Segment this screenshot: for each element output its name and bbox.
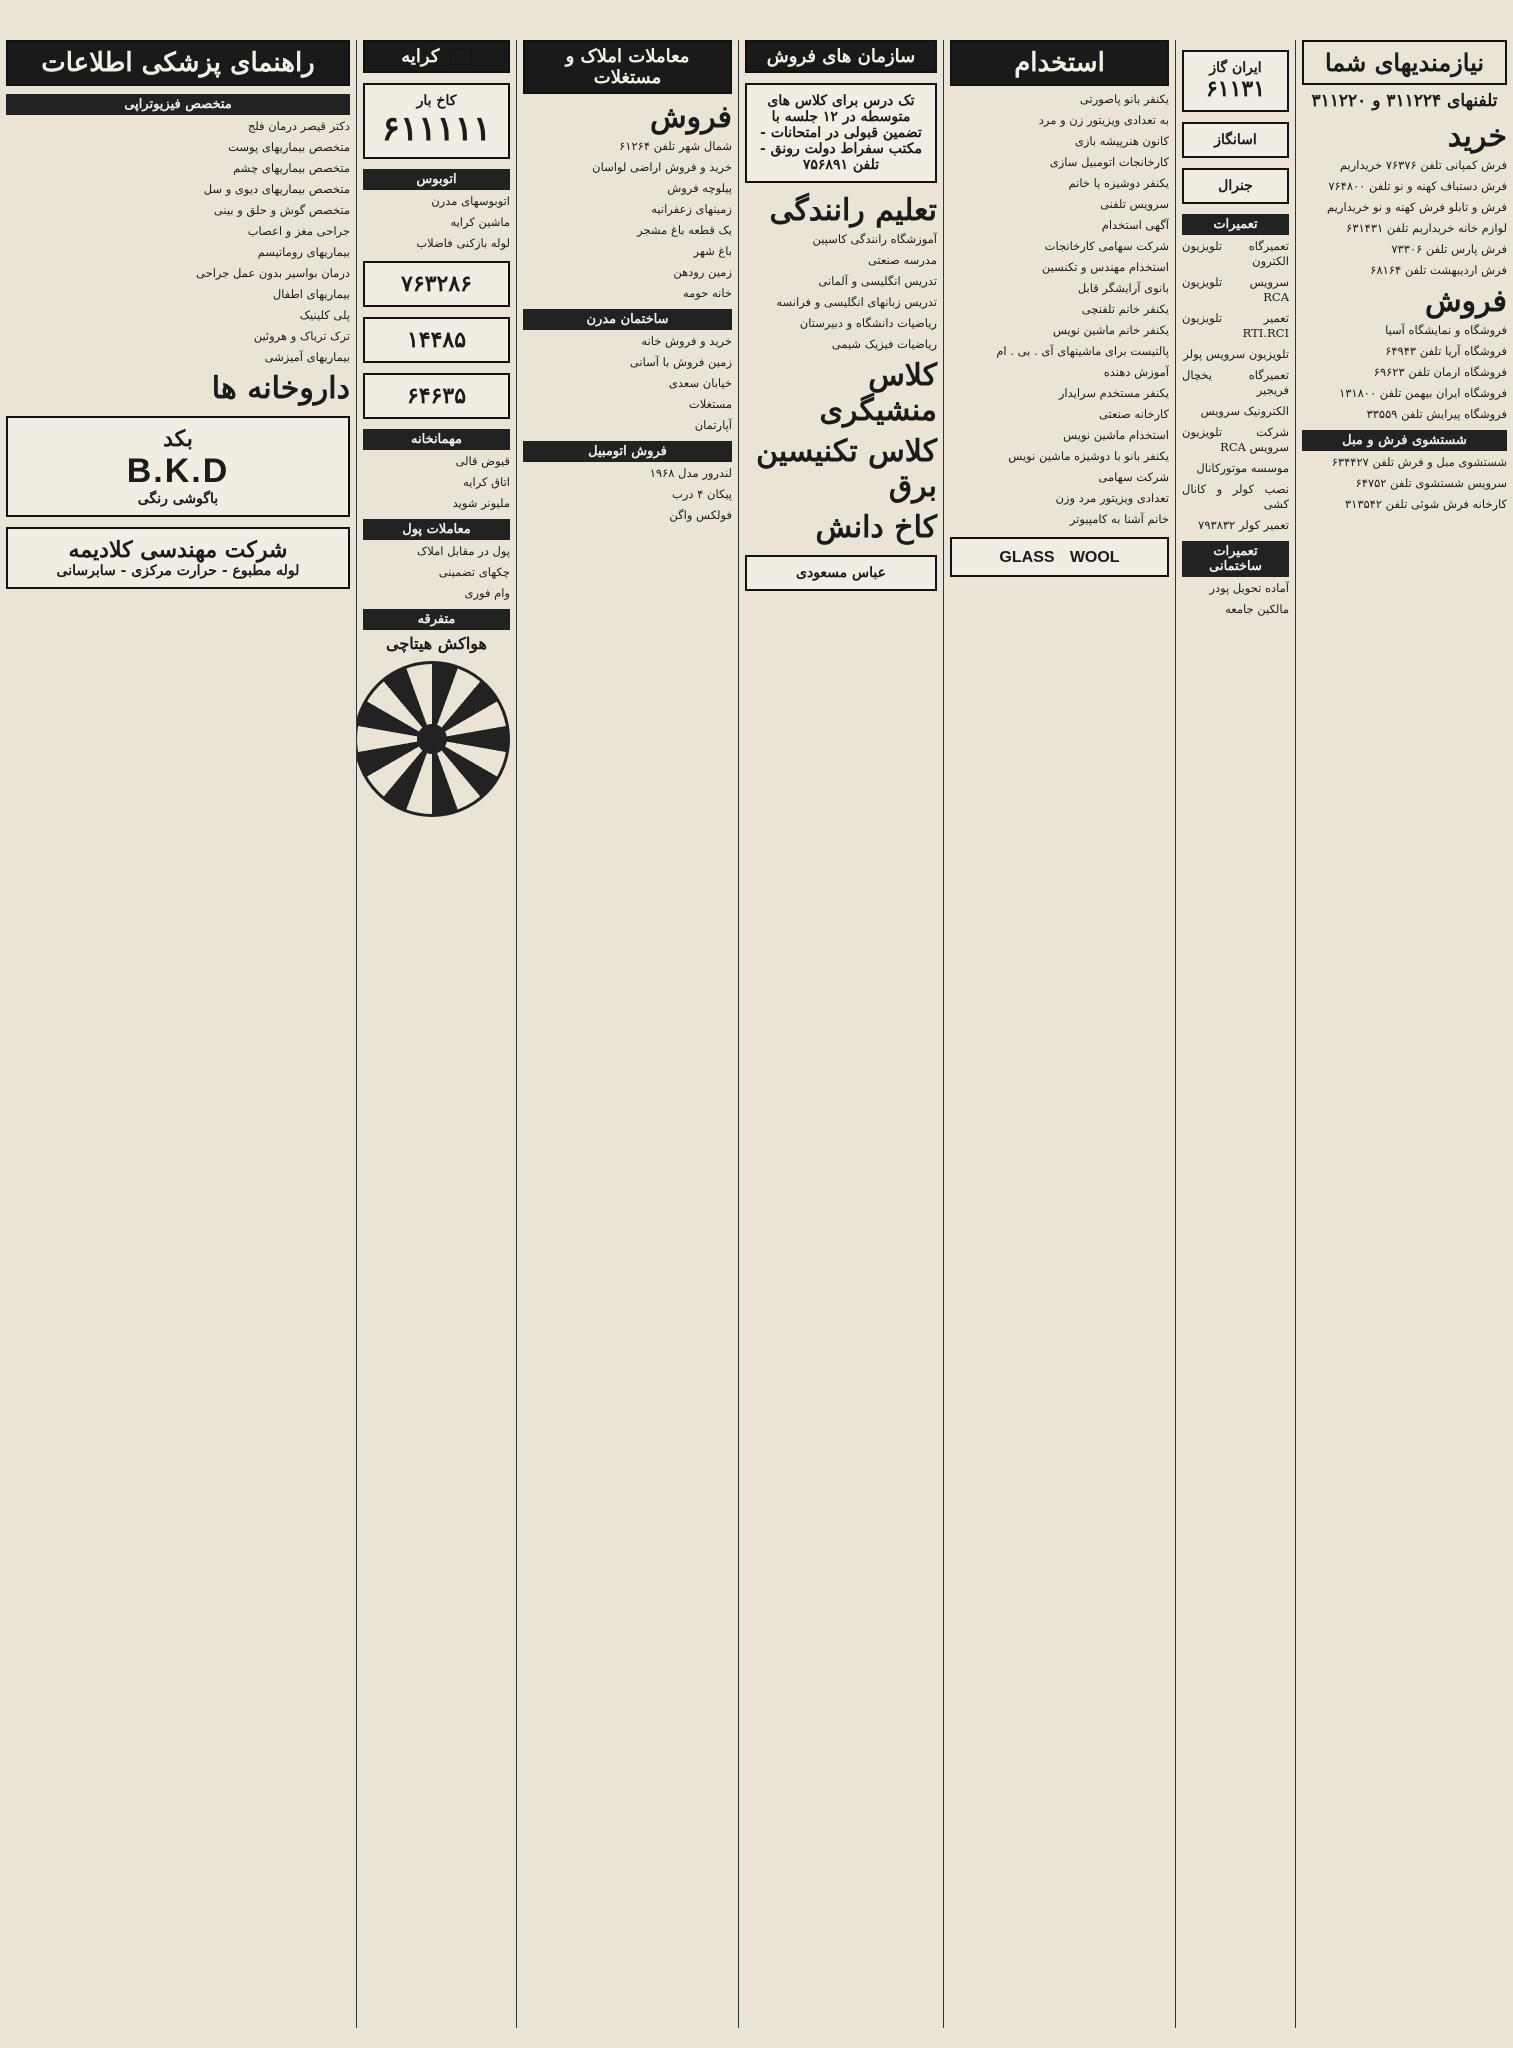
heading-kakh-danesh: کاخ دانش [815, 510, 937, 545]
list-item: تعمیرگاه یخچال فریجیر [1182, 368, 1289, 397]
list-item: استخدام ماشین نویس [1063, 428, 1169, 442]
list-item: پیکان ۴ درب [672, 487, 732, 501]
list-item: آموزشگاه رانندگی کاسپین [812, 232, 937, 246]
footer-ad [745, 555, 937, 591]
list-item: اتوبوسهای مدرن [431, 194, 510, 208]
heading-buy: خرید [1447, 119, 1507, 154]
real-estate-list [523, 139, 732, 301]
section-title: نیازمندیهای شما [1302, 40, 1507, 85]
ad-phone: ۶۴۶۳۵ [406, 383, 467, 409]
list-item: کانون هنرپیشه بازی [1074, 134, 1169, 148]
ad-phone: ۷۶۳۲۸۶ [401, 271, 472, 297]
heading-car-sale: فروش اتومبیل [523, 441, 732, 462]
list-item: خرید و فروش خانه [641, 334, 732, 348]
list-item: پول در مقابل املاک [416, 544, 510, 558]
list-item: فروشگاه پیرایش تلفن ۳۳۵۵۹ [1366, 407, 1507, 421]
heading-repairs: تعمیرات [1182, 214, 1289, 235]
list-item: متخصص گوش و حلق و بینی [213, 203, 350, 217]
repairs-list [1182, 239, 1289, 533]
asangaz-ad [1182, 122, 1289, 158]
car-list [523, 466, 732, 523]
list-item: ماشین کرایه [450, 215, 510, 229]
fan-ad-title: هواکش هیتاچی [386, 634, 487, 653]
kakh-bar-ad [363, 83, 510, 159]
list-item: فروشگاه ارمان تلفن ۶۹۶۲۳ [1373, 365, 1507, 379]
list-item: شرکت تلویزیون سرویس RCA [1182, 425, 1289, 454]
list-item: بیماریهای آمیزشی [264, 350, 350, 364]
glass-label: GLASS [999, 549, 1055, 566]
general-ad [1182, 168, 1289, 204]
ad-phone: ۶۱۱۱۱۱ [381, 109, 492, 149]
list-item: نصب کولر و کانال کشی [1182, 482, 1289, 511]
list-item: ملیونر شوید [452, 496, 510, 510]
company-title: شرکت مهندسی کلادیمه [68, 537, 288, 563]
ad-text: عباس مسعودی [796, 565, 886, 581]
bkd-title: بکد [163, 426, 193, 452]
list-item: درمان بواسیر بدون عمل جراحی [196, 266, 350, 280]
list-item: یک قطعه باغ مشجر [637, 223, 732, 237]
list-item: متخصص بیماریهای دیوی و سل [203, 182, 350, 196]
section-title [363, 40, 510, 73]
list-item: فولکس واگن [669, 508, 732, 522]
list-item: تعدادی ویزیتور مرد وزن [1055, 491, 1169, 505]
list-item: ریاضیات دانشگاه و دبیرستان [799, 316, 937, 330]
company-text: لوله مطبوع - حرارت مرکزی - سابرسانی [56, 563, 300, 579]
list-item: قیوض قالی [455, 454, 510, 468]
brand-name: جنرال [1218, 178, 1253, 194]
heading-misc: متفرقه [363, 609, 510, 630]
list-item: خانه حومه [682, 286, 732, 300]
list-item: متخصص بیماریهای چشم [233, 161, 350, 175]
list-item: یکنفر بانو پاصورتی [1079, 92, 1169, 106]
list-item: خرید و فروش اراضی لواسان [592, 160, 732, 174]
list-item: یکنفر مستخدم سرایدار [1058, 386, 1169, 400]
education-list [745, 232, 937, 352]
list-item: به تعدادی ویزیتور زن و مرد [1038, 113, 1169, 127]
list-item: سرویس تلویزیون RCA [1182, 275, 1289, 304]
list-item: کارخانجات اتومبیل سازی [1049, 155, 1169, 169]
money-list [363, 544, 510, 601]
list-item: فرش کمپانی تلفن ۷۶۳۷۶ خریداریم [1339, 158, 1507, 172]
list-item: شرکت سهامی [1098, 470, 1169, 484]
list-item: شمال شهر تلفن ۶۱۲۶۴ [619, 139, 732, 153]
list-item: خانم آشنا به کامپیوتر [1069, 512, 1169, 526]
column-employment [943, 40, 1175, 2028]
heading-bus: اتوبوس [363, 169, 510, 190]
list-item: ریاضیات فیزیک شیمی [831, 337, 937, 351]
list-item: فروشگاه و نمایشگاه آسیا [1385, 323, 1507, 337]
heading-sale: فروش [649, 100, 732, 135]
plumbing-ad-3 [363, 373, 510, 419]
list-item: شستشوی مبل و فرش تلفن ۶۳۴۴۲۷ [1331, 455, 1507, 469]
list-item: آپارتمان [694, 418, 732, 432]
plumbing-ad-2 [363, 317, 510, 363]
list-item: فرش پارس تلفن ۷۳۳۰۶ [1391, 242, 1507, 256]
list-item: خیابان سعدی [668, 376, 732, 390]
guesthouse-list [363, 454, 510, 511]
list-item: کارخانه فرش شوئی تلفن ۳۱۳۵۴۲ [1344, 497, 1507, 511]
heading-electric-class: کلاس تکنیسین برق [756, 434, 937, 504]
list-item: استخدام مهندس و تکنسین [1041, 260, 1169, 274]
iran-gaz-ad [1182, 50, 1289, 112]
buy-list [1302, 158, 1507, 278]
heading-money: معاملات پول [363, 519, 510, 540]
list-item: فرش دستباف کهنه و نو تلفن ۷۶۴۸۰۰ [1328, 179, 1507, 193]
list-item: تلویزیون سرویس پولر [1183, 347, 1289, 361]
brand-name: اسانگاز [1214, 132, 1257, 148]
list-item: پیلوچه فروش [667, 181, 732, 195]
tutoring-ad [745, 83, 937, 183]
list-item: آموزش دهنده [1103, 365, 1169, 379]
heading-modern-building: ساختمان مدرن [523, 309, 732, 330]
list-item: باغ شهر [693, 244, 732, 258]
list-item: اتاق کرایه [463, 475, 510, 489]
list-item: دکتر قیصر درمان فلج [247, 119, 350, 133]
list-item: تعمیر کولر ۷۹۳۸۳۲ [1198, 518, 1289, 532]
employment-list [950, 92, 1169, 527]
list-item: مدرسه صنعتی [867, 253, 937, 267]
list-item: فروشگاه آریا تلفن ۶۴۹۴۳ [1385, 344, 1507, 358]
phone-numbers: تلفنهای ۳۱۱۲۲۴ و ۳۱۱۲۲۰ [1311, 91, 1498, 111]
list-item: آگهی استخدام [1101, 218, 1169, 232]
bkd-subtitle: باگوشی رنگی [137, 491, 219, 507]
list-item: زمینهای زعفرانیه [651, 202, 732, 216]
heading-sell: فروش [1424, 284, 1507, 319]
building-list [1182, 581, 1289, 617]
column-rental [356, 40, 516, 2028]
list-item: شرکت سهامی کارخانجات [1044, 239, 1169, 253]
heading-building-repairs: تعمیرات ساختمانی [1182, 541, 1289, 577]
brand-name: کاخ بار [416, 93, 457, 109]
section-title: استخدام [950, 40, 1169, 86]
plumbing-ad-1 [363, 261, 510, 307]
list-item: ترک تریاک و هروئین [253, 329, 350, 343]
list-item: زمین رودهن [673, 265, 732, 279]
list-item: وام فوری [464, 586, 510, 600]
section-title: راهنمای پزشکی اطلاعات [6, 40, 350, 86]
list-item: جراحی مغز و اعصاب [247, 224, 350, 238]
list-item: تعمیر تلویزیون RTI.RCI [1182, 311, 1289, 340]
list-item: بیماریهای روماتیسم [257, 245, 350, 259]
heading-cleaning: شستشوی فرش و مبل [1302, 430, 1507, 451]
heading-physiotherapy: متخصص فیزیوتراپی [6, 94, 350, 115]
bkd-ad [6, 416, 350, 517]
list-item: یکنفر دوشیزه یا خانم [1068, 176, 1169, 190]
heading-secretary-class: کلاس منشیگری [819, 358, 937, 428]
section-title: سازمان های فروش [745, 40, 937, 73]
cleaning-list [1302, 455, 1507, 512]
medical-list [6, 119, 350, 365]
truck-icon [450, 49, 472, 65]
bus-list [363, 194, 510, 251]
column-classifieds-buy-sell [1295, 40, 1513, 2028]
list-item: پلی کلینیک [299, 308, 350, 322]
list-item: تدریس انگلیسی و آلمانی [818, 274, 937, 288]
list-item: کارخانه صنعتی [1098, 407, 1169, 421]
list-item: مستغلات [688, 397, 732, 411]
heading-guesthouse: مهمانخانه [363, 429, 510, 450]
heading-pharmacies: داروخانه ها [211, 371, 350, 406]
list-item: فرش اردیبهشت تلفن ۶۸۱۶۴ [1370, 263, 1507, 277]
list-item: لوازم خانه خریداریم تلفن ۶۳۱۴۳۱ [1346, 221, 1507, 235]
list-item: سرویس تلفنی [1100, 197, 1169, 211]
column-real-estate [516, 40, 738, 2028]
list-item: آماده تحویل پودر [1209, 581, 1289, 595]
glass-wool-ad [950, 537, 1169, 577]
ad-phone: ۱۴۴۸۵ [406, 327, 467, 353]
list-item: بیماریهای اطفال [272, 287, 350, 301]
column-gas-repairs [1175, 40, 1295, 2028]
list-item: تعمیرگاه تلویزیون الکترون [1182, 239, 1289, 268]
list-item: یکنفر خانم ماشین نویس [1052, 323, 1169, 337]
list-item: زمین فروش با آسانی [629, 355, 732, 369]
column-education [738, 40, 943, 2028]
heading-driving: تعلیم رانندگی [769, 193, 937, 228]
ad-text: تک درس برای کلاس های متوسطه در ۱۲ جلسه با تضمین قبولی در امتحانات - مکتب سفراط دولت رونق - تلفن ۷۵۶۸۹۱ [760, 93, 922, 173]
fan-icon [356, 661, 510, 817]
list-item: لندرور مدل ۱۹۶۸ [649, 466, 732, 480]
column-medical [0, 40, 356, 2028]
engineering-company-ad [6, 527, 350, 589]
list-item: پالتیست برای ماشینهای آی . بی . ام [996, 344, 1169, 358]
list-item: تدریس زبانهای انگلیسی و فرانسه [776, 295, 937, 309]
list-item: بانوی آرایشگر قابل [1077, 281, 1169, 295]
wool-label: WOOL [1069, 549, 1120, 566]
list-item: لوله بازکنی فاضلاب [416, 236, 510, 250]
list-item: متخصص بیماریهای پوست [228, 140, 350, 154]
list-item: سرویس شستشوی تلفن ۶۴۷۵۲ [1355, 476, 1507, 490]
brand-name: ایران گاز [1209, 60, 1262, 76]
building-list [523, 334, 732, 433]
list-item: فروشگاه ایران بیهمن تلفن ۱۳۱۸۰۰ [1339, 386, 1507, 400]
sell-list [1302, 323, 1507, 422]
bkd-latin: B.K.D [126, 452, 230, 490]
section-title-text: کرایه [401, 46, 440, 67]
list-item: الکترونیک سرویس [1200, 404, 1289, 418]
list-item: موسسه موتورکانال [1196, 461, 1289, 475]
list-item: مالکین جامعه [1225, 602, 1289, 616]
list-item: یکنفر بانو با دوشیزه ماشین نویس [1008, 449, 1169, 463]
ad-phone: ۶۱۱۳۱ [1205, 76, 1266, 102]
list-item: یکنفر خانم تلفنچی [1081, 302, 1169, 316]
section-title: معاملات املاک و مستغلات [523, 40, 732, 94]
list-item: فرش و تابلو فرش کهنه و نو خریداریم [1327, 200, 1507, 214]
list-item: چکهای تضمینی [438, 565, 510, 579]
